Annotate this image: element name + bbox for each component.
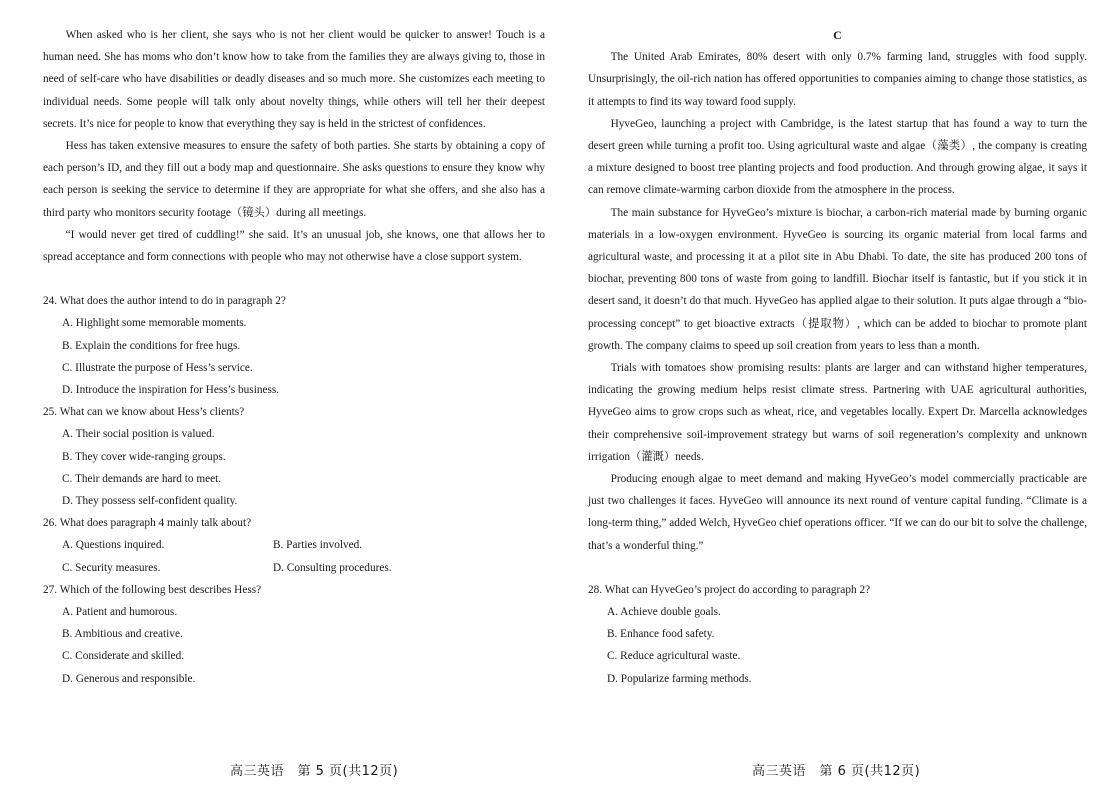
- option-c: C. Security measures.: [62, 561, 161, 574]
- question-25: [43, 401, 545, 512]
- option-a: A. Achieve double goals.: [607, 606, 721, 619]
- option-a: A. Questions inquired.: [62, 539, 165, 552]
- option-row: [43, 534, 545, 556]
- option-b: B. Explain the conditions for free hugs.: [62, 339, 241, 352]
- option-c: C. Their demands are hard to meet.: [62, 472, 222, 485]
- question-27: [43, 579, 545, 690]
- page-footer-right: 高三英语 第 6 页(共12页): [752, 764, 921, 779]
- option-c: C. Considerate and skilled.: [62, 650, 185, 663]
- option-d: D. Consulting procedures.: [273, 561, 392, 574]
- passage-paragraph: When asked who is her client, she says who is not her client would be quicker to answer! Touch is a human need. She has moms who don’t know how to take from the families they are always giving to, those in need of self-care who have disabilities or deadly diseases and so much more. She customizes each meeting to individual needs. Some people will talk only about novelty things, while others will tell her their deepest secrets. It’s nice for people to know that everything they say is held in the strictest of confidences.: [43, 29, 545, 130]
- option-row: [43, 557, 545, 579]
- option-b: B. They cover wide-ranging groups.: [62, 450, 226, 463]
- option-d: D. Popularize farming methods.: [607, 672, 752, 685]
- option-b: B. Ambitious and creative.: [62, 628, 183, 641]
- question-stem: 28. What can HyveGeo’s project do according to paragraph 2?: [588, 583, 871, 596]
- option-c: C. Illustrate the purpose of Hess’s service.: [62, 361, 253, 374]
- question-24: [43, 290, 545, 401]
- section-heading: C: [833, 28, 842, 42]
- question-26: [43, 512, 545, 579]
- question-stem: 25. What can we know about Hess’s clients?: [43, 406, 245, 419]
- passage-paragraph: The main substance for HyveGeo’s mixture is biochar, a carbon-rich material made by burning organic materials in a low-oxygen environment. HyveGeo is sourcing its organic material from local farms and agricultural waste, and processing it at a pilot site in Abu Dhabi. To date, the site has produced 200 tons of biochar, preventing 800 tons of waste from going to landfill. Biochar itself is fantastic, but if you stick it in desert sand, it doesn’t do that much. HyveGeo has applied algae to their solution. It puts algae through a “bio-processing concept” to get bioactive extracts（提取物）, which can be added to biochar to promote plant growth. The company claims to speed up soil creation from years to less than a month.: [588, 206, 1087, 352]
- passage-paragraph: The United Arab Emirates, 80% desert with only 0.7% farming land, struggles with food supply. Unsurprisingly, the oil-rich nation has offered opportunities to companies aiming to change those statistics, as it attempts to find its way toward food supply.: [588, 51, 1087, 108]
- option-d: D. Generous and responsible.: [62, 672, 196, 685]
- option-a: A. Patient and humorous.: [62, 606, 178, 619]
- option-d: D. They possess self-confident quality.: [62, 495, 238, 508]
- question-stem: 24. What does the author intend to do in paragraph 2?: [43, 295, 286, 308]
- option-a: A. Highlight some memorable moments.: [62, 317, 247, 330]
- question-28: [588, 579, 1087, 690]
- question-stem: 26. What does paragraph 4 mainly talk about?: [43, 517, 252, 530]
- option-d: D. Introduce the inspiration for Hess’s business.: [62, 384, 280, 397]
- right-page-column: [588, 24, 1087, 690]
- passage-paragraph: “I would never get tired of cuddling!” she said. It’s an unusual job, she knows, one that allows her to spread acceptance and form connections with people who may not otherwise have a close support system.: [43, 228, 545, 264]
- option-c: C. Reduce agricultural waste.: [607, 650, 741, 663]
- passage-paragraph: Trials with tomatoes show promising results: plants are larger and can withstand higher temperatures, indicating the growing medium helps resist climate stress. Partnering with UAE agricultural authorities, HyveGeo aims to grow crops such as wheat, rice, and vegetables locally. Expert Dr. Marcella acknowledges their comprehensive soil-improvement strategy but warns of soil regeneration’s complexity and unknown irrigation（灌溉）needs.: [588, 362, 1087, 463]
- passage-paragraph: Producing enough algae to meet demand and making HyveGeo’s model commercially practicable are just two challenges it faces. HyveGeo will announce its next round of venture capital funding. “Climate is a long-term thing,” added Welch, HyveGeo chief operations officer. “If we can do our bit to solve the challenge, that’s a wonderful thing.”: [588, 473, 1088, 552]
- passage-paragraph: Hess has taken extensive measures to ensure the safety of both parties. She starts by obtaining a copy of each person’s ID, and they fill out a body map and questionnaire. She asks questions to ensure they know why each person is seeking the service to determine if they are appropriate for what she offers, and she also has a third party who monitors security footage（镜头）during all meetings.: [43, 140, 545, 219]
- option-b: B. Parties involved.: [273, 539, 363, 552]
- page-footer-left: 高三英语 第 5 页(共12页): [230, 764, 399, 779]
- passage-paragraph: HyveGeo, launching a project with Cambridge, is the latest startup that has found a way to turn the desert green while turning a profit too. Using agricultural waste and algae（藻类）, the company is creating a mixture designed to boost tree planting projects and food production. And through growing algae, it says it can remove climate-warming carbon dioxide from the atmosphere in the process.: [588, 117, 1087, 197]
- option-a: A. Their social position is valued.: [62, 428, 215, 441]
- question-stem: 27. Which of the following best describes Hess?: [43, 583, 262, 596]
- option-b: B. Enhance food safety.: [607, 628, 715, 641]
- left-page-column: [43, 24, 545, 690]
